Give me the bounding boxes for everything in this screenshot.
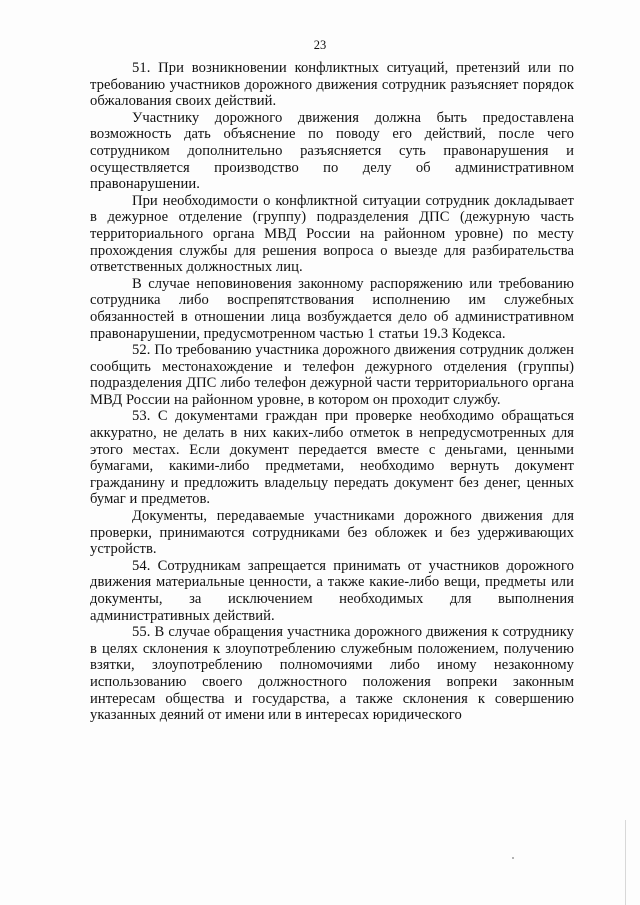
- paragraph-55: 55. В случае обращения участника дорожного движения к сотруднику в целях склонения к злоупотреблению служебным положением, получению взятки, злоупотреблению полномочиями либо иному незаконному использованию своего должностного положения вопреки законным интересам общества и государства, а также склонения к совершению указанных деяний от имени или в интересах юридического: [90, 624, 574, 724]
- paragraph-53: 53. С документами граждан при проверке необходимо обращаться аккуратно, не делать в них каких-либо отметок в непредусмотренных для этого местах. Если документ передается вместе с деньгами, ценными бумагами, какими-либо предметами, необходимо вернуть документ гражданину и предложить владельцу передать документ без денег, ценных бумаг и предметов.: [90, 408, 574, 508]
- page-number: 23: [313, 38, 327, 52]
- scan-speck: [512, 857, 514, 859]
- paragraph-53-documents: Документы, передаваемые участниками дорожного движения для проверки, принимаются сотрудниками без обложек и без удерживающих устройств.: [90, 508, 574, 558]
- paragraph-51-conflict-report: При необходимости о конфликтной ситуации сотрудник докладывает в дежурное отделение (группу) подразделения ДПС (дежурную часть территориального органа МВД России на районном уровне) по месту прохождения службы для решения вопроса о выезде для разбирательства ответственных должностных лиц.: [90, 192, 574, 276]
- paragraph-54: 54. Сотрудникам запрещается принимать от участников дорожного движения материальные ценности, а также какие-либо вещи, предметы или документы, за исключением необходимых для выполнения административных действий.: [90, 557, 574, 624]
- paragraph-52: 52. По требованию участника дорожного движения сотрудник должен сообщить местонахождение и телефон дежурного отделения (группы) подразделения ДПС либо телефон дежурной части территориального органа МВД России на районном уровне, в котором он проходит службу.: [90, 342, 574, 408]
- paragraph-51: 51. При возникновении конфликтных ситуаций, претензий или по требованию участников дорожного движения сотрудник разъясняет порядок обжалования своих действий.: [90, 60, 574, 110]
- paragraph-51-explanation: Участнику дорожного движения должна быть предоставлена возможность дать объяснение по поводу его действий, после чего сотрудником дополнительно разъясняется суть правонарушения и осуществляется производство по делу об административном правонарушении.: [90, 109, 574, 193]
- paragraph-51-disobedience: В случае неповиновения законному распоряжению или требованию сотрудника либо воспрепятствования исполнению им служебных обязанностей в отношении лица возбуждается дело об административном правонарушении, предусмотренном частью 1 статьи 19.3 Кодекса.: [90, 275, 574, 342]
- document-body: [90, 60, 574, 724]
- scan-edge-line: [625, 820, 626, 905]
